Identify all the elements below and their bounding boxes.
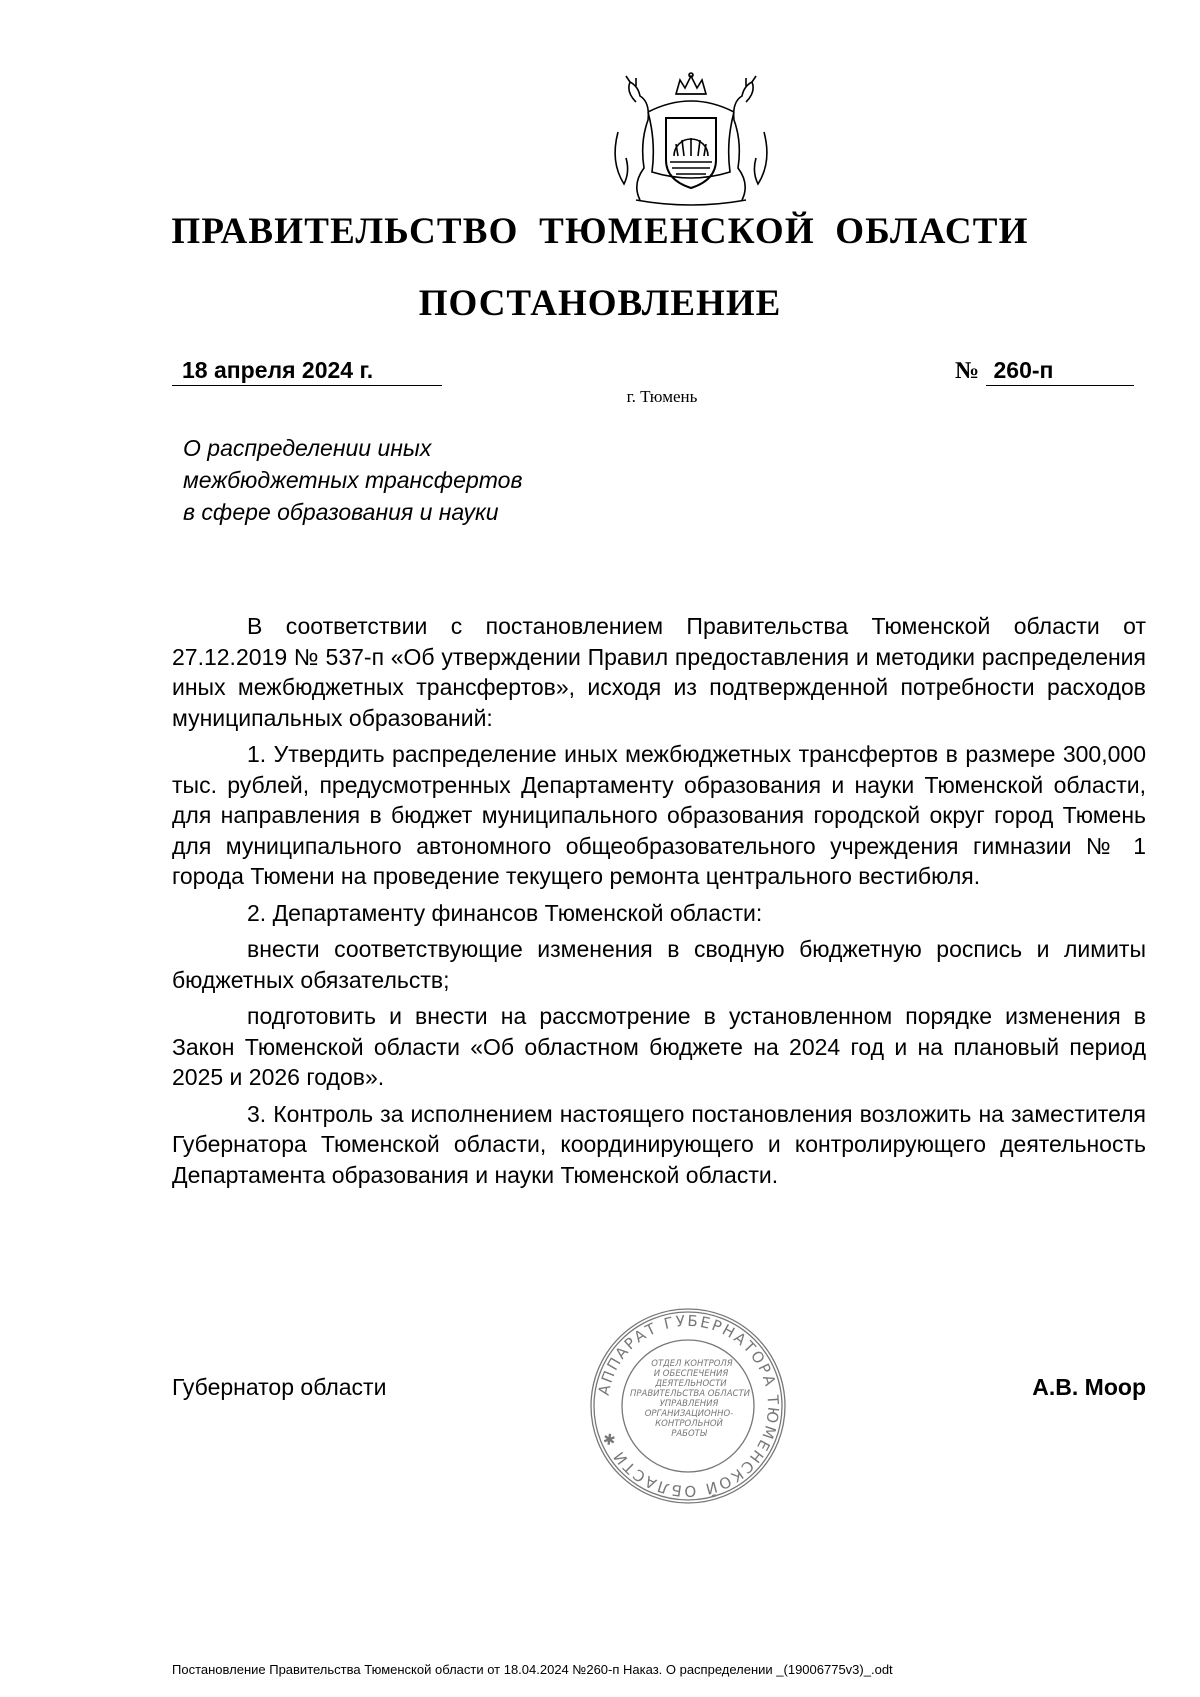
svg-text:ДЕЯТЕЛЬНОСТИ: ДЕЯТЕЛЬНОСТИ: [655, 1379, 727, 1389]
subject-line: межбюджетных трансфертов: [183, 467, 523, 493]
subject-line: в сфере образования и науки: [183, 499, 499, 525]
official-seal-stamp-icon: [588, 1306, 788, 1506]
svg-text:ОРГАНИЗАЦИОННО-: ОРГАНИЗАЦИОННО-: [644, 1409, 734, 1419]
svg-text:КОНТРОЛЬНОЙ: КОНТРОЛЬНОЙ: [655, 1419, 723, 1429]
document-type: ПОСТАНОВЛЕНИЕ: [418, 283, 782, 324]
signer-title: Губернатор области: [172, 1374, 387, 1400]
svg-text:РАБОТЫ: РАБОТЫ: [671, 1429, 707, 1439]
signer-name: А.В. Моор: [1032, 1374, 1146, 1400]
document-body: [172, 611, 1146, 1196]
body-paragraph: внести соответствующие изменения в сводную бюджетную роспись и лимиты бюджетных обязательств;: [172, 936, 1146, 993]
body-paragraph: 1. Утвердить распределение иных межбюджетных трансфертов в размере 300,000 тыс. рублей, предусмотренных Департаменту образования и науки Тюменской области, для направления в бюджет муниципального образования городской округ город Тюмень для муниципального автономного общеобразовательного учреждения гимназии № 1 города Тюмени на проведение текущего ремонта центрального вестибюля.: [172, 741, 1146, 889]
government-name: ПРАВИТЕЛЬСТВО ТЮМЕНСКОЙ ОБЛАСТИ: [171, 211, 1029, 252]
city: г. Тюмень: [626, 387, 698, 406]
coat-of-arms-icon: [596, 72, 786, 212]
document-number-field: [955, 355, 1137, 386]
svg-text:АППАРАТ ГУБЕРНАТОРА ТЮМЕНСКОЙ: АППАРАТ ГУБЕРНАТОРА ТЮМЕНСКОЙ ОБЛАСТИ ✱: [594, 1311, 783, 1501]
document-date: 18 апреля 2024 г.: [172, 355, 442, 386]
number-sign: №: [955, 358, 980, 384]
body-paragraph: 2. Департаменту финансов Тюменской области:: [247, 899, 763, 926]
body-paragraph: В соответствии с постановлением Правительства Тюменской области от 27.12.2019 № 537-п «Об утверждении Правил предоставления и методики распределения иных межбюджетных трансфертов», исходя из подтвержденной потребности расходов муниципальных образований:: [172, 613, 1146, 731]
document-subject: [183, 432, 683, 528]
svg-text:ПРАВИТЕЛЬСТВА ОБЛАСТИ: ПРАВИТЕЛЬСТВА ОБЛАСТИ: [630, 1389, 750, 1399]
svg-text:УПРАВЛЕНИЯ: УПРАВЛЕНИЯ: [659, 1399, 719, 1409]
body-paragraph: подготовить и внести на рассмотрение в установленном порядке изменения в Закон Тюменской области «Об областном бюджете на 2024 год и на плановый период 2025 и 2026 годов».: [172, 1003, 1146, 1090]
body-paragraph: 3. Контроль за исполнением настоящего постановления возложить на заместителя Губернатора Тюменской области, координирующего и контролирующего деятельность Департамента образования и науки Тюменской области.: [172, 1100, 1146, 1188]
footer-file-info: Постановление Правительства Тюменской области от 18.04.2024 №260-п Наказ. О распределении _(19006775v3)_.odt: [172, 1662, 893, 1677]
svg-text:ОТДЕЛ КОНТРОЛЯ: ОТДЕЛ КОНТРОЛЯ: [651, 1359, 733, 1369]
subject-line: О распределении иных: [183, 435, 432, 461]
document-number: 260-п: [986, 355, 1134, 386]
svg-text:И ОБЕСПЕЧЕНИЯ: И ОБЕСПЕЧЕНИЯ: [653, 1369, 729, 1379]
